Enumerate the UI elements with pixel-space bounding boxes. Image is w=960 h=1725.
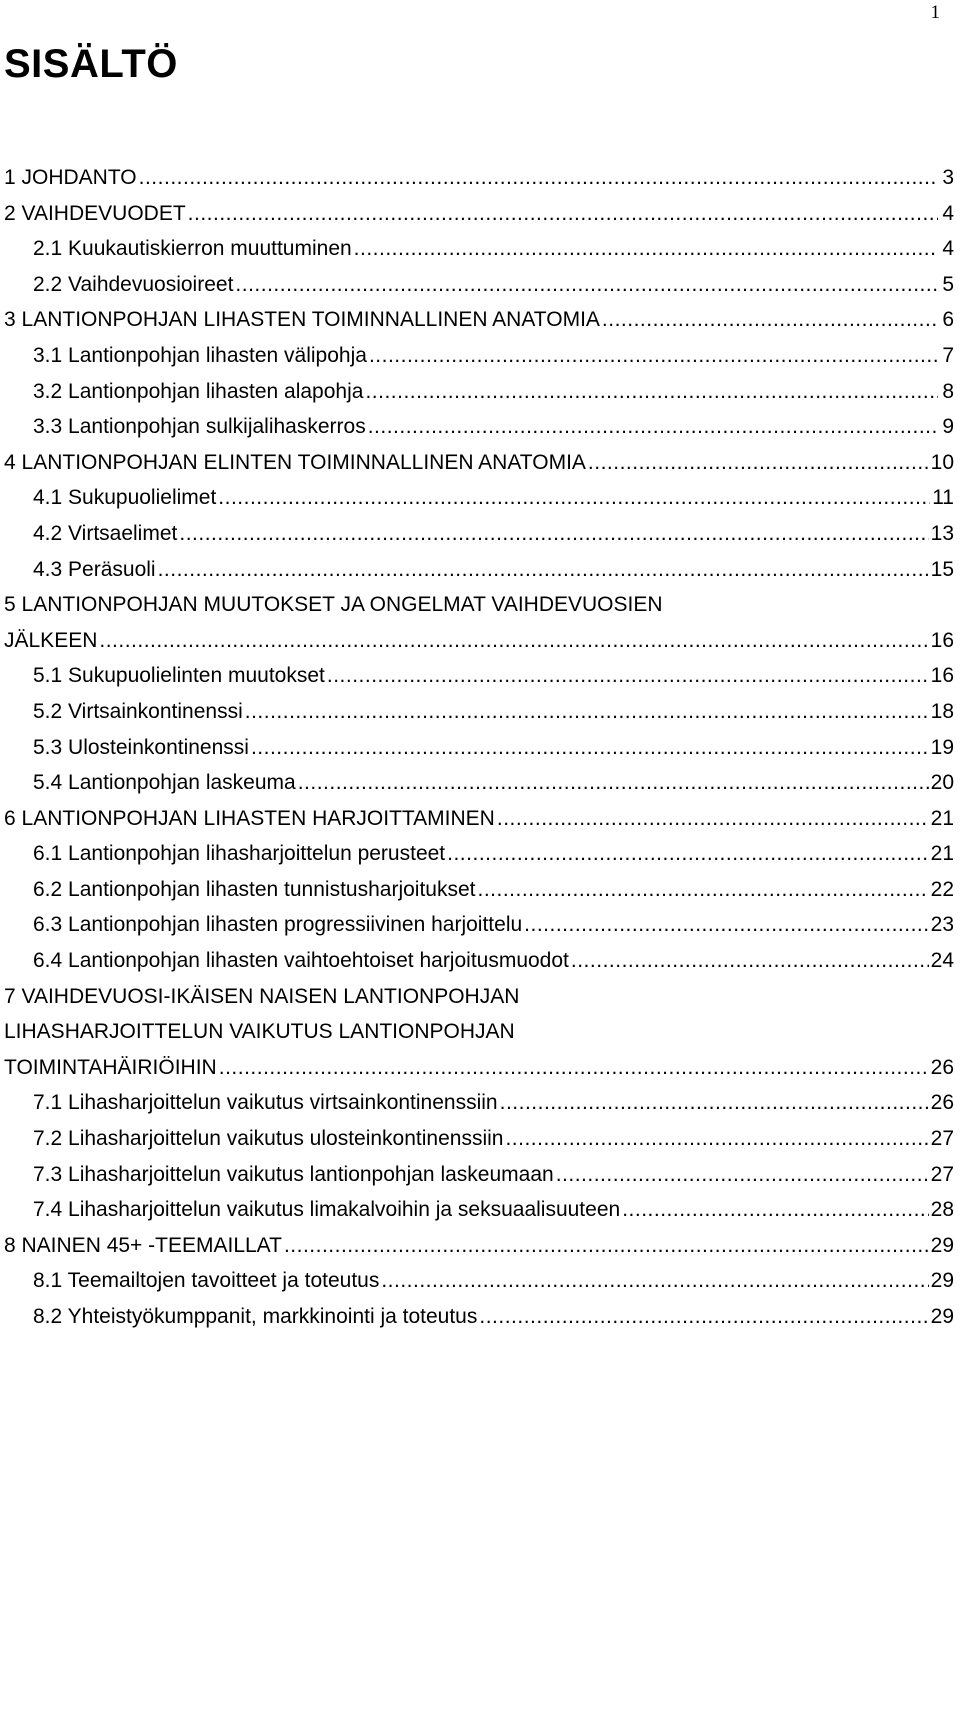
toc-entry[interactable]	[4, 374, 954, 410]
toc-entry[interactable]	[4, 160, 954, 196]
toc-entry[interactable]	[4, 1157, 954, 1193]
toc-dot-leader	[235, 267, 938, 303]
toc-entry-page: 29	[930, 1269, 954, 1293]
toc-entry-page: 29	[930, 1233, 954, 1257]
toc-dot-leader	[500, 1085, 929, 1121]
toc-entry-title: 5.3 Ulosteinkontinenssi	[33, 735, 249, 759]
toc-entry-title: 5 LANTIONPOHJAN MUUTOKSET JA ONGELMAT VAIHDEVUOSIEN	[4, 593, 663, 617]
toc-entry-page: 20	[930, 771, 954, 795]
toc-entry[interactable]	[4, 658, 954, 694]
toc-entry-title: 6.2 Lantionpohjan lihasten tunnistusharjoitukset	[33, 877, 476, 901]
toc-entry-title: 5.4 Lantionpohjan laskeuma	[33, 771, 296, 795]
toc-entry-title: 2.2 Vaihdevuosioireet	[33, 272, 234, 296]
toc-title: SISÄLTÖ	[4, 42, 178, 86]
toc-entry[interactable]	[4, 552, 954, 588]
toc-entry[interactable]	[4, 302, 954, 338]
toc-entry[interactable]	[4, 587, 954, 623]
toc-dot-leader	[588, 445, 929, 481]
toc-entry-page: 28	[930, 1198, 954, 1222]
toc-dot-leader	[218, 480, 930, 516]
toc-dot-leader	[139, 160, 938, 196]
toc-entry-title: 5.1 Sukupuolielinten muutokset	[33, 664, 325, 688]
toc-dot-leader	[188, 196, 938, 232]
toc-entry-title: JÄLKEEN	[4, 628, 98, 652]
toc-entry[interactable]	[4, 1192, 954, 1228]
toc-dot-leader	[284, 1228, 929, 1264]
toc-entry-title: 7 VAIHDEVUOSI-IKÄISEN NAISEN LANTIONPOHJAN	[4, 984, 520, 1008]
toc-entry-page: 27	[930, 1162, 954, 1186]
toc-dot-leader	[497, 801, 929, 837]
toc-entry[interactable]	[4, 1228, 954, 1264]
toc-entry[interactable]	[4, 1263, 954, 1299]
toc-entry[interactable]	[4, 730, 954, 766]
toc-entry-title: 4.2 Virtsaelimet	[33, 521, 178, 545]
toc-entry-title: 5.2 Virtsainkontinenssi	[33, 699, 243, 723]
toc-dot-leader	[477, 872, 928, 908]
toc-dot-leader	[447, 836, 929, 872]
toc-entry[interactable]	[4, 231, 954, 267]
toc-entry-page: 26	[930, 1091, 954, 1115]
toc-entry-page: 11	[932, 486, 954, 510]
toc-dot-leader	[219, 1050, 929, 1086]
toc-entry[interactable]	[4, 979, 954, 1015]
toc-dot-leader	[571, 943, 929, 979]
toc-entry-title: 1 JOHDANTO	[4, 166, 137, 189]
toc-dot-leader	[479, 1299, 928, 1335]
toc-entry-page: 22	[930, 877, 954, 901]
toc-entry-page: 7	[942, 343, 954, 367]
toc-entry-title: 7.1 Lihasharjoittelun vaikutus virtsainkontinenssiin	[33, 1091, 498, 1115]
toc-entry-page: 13	[930, 521, 954, 545]
toc-entry-title: 4.3 Peräsuoli	[33, 557, 156, 581]
toc-entry-page: 16	[930, 628, 954, 652]
toc-entry[interactable]	[4, 1014, 954, 1050]
toc-entry-page: 19	[930, 735, 954, 759]
toc-dot-leader	[602, 302, 938, 338]
toc-dot-leader	[622, 1192, 928, 1228]
toc-entry[interactable]	[4, 445, 954, 481]
toc-entry-title: 2.1 Kuukautiskierron muuttuminen	[33, 237, 352, 261]
toc-entry-page: 29	[930, 1305, 954, 1328]
toc-entry-title: 8.2 Yhteistyökumppanit, markkinointi ja toteutus	[33, 1305, 478, 1328]
toc-entry-title: LIHASHARJOITTELUN VAIKUTUS LANTIONPOHJAN	[4, 1020, 515, 1044]
toc-entry[interactable]	[4, 516, 954, 552]
toc-entry[interactable]	[4, 765, 954, 801]
toc-dot-leader	[298, 765, 929, 801]
toc-entry[interactable]	[4, 338, 954, 374]
toc-entry[interactable]	[4, 836, 954, 872]
toc-entry-title: 8.1 Teemailtojen tavoitteet ja toteutus	[33, 1269, 380, 1293]
toc-entry-page: 27	[930, 1127, 954, 1151]
toc-entry[interactable]	[4, 943, 954, 979]
toc-entry[interactable]	[4, 409, 954, 445]
toc-entry-title: 6.1 Lantionpohjan lihasharjoittelun perusteet	[33, 842, 446, 866]
toc-dot-leader	[327, 658, 929, 694]
toc-entry-title: 6.3 Lantionpohjan lihasten progressiivinen harjoittelu	[33, 913, 523, 937]
toc-entry-title: 6 LANTIONPOHJAN LIHASTEN HARJOITTAMINEN	[4, 806, 495, 830]
toc-dot-leader	[365, 374, 938, 410]
toc-entry[interactable]	[4, 480, 954, 516]
page-number: 1	[930, 2, 940, 23]
toc-entry[interactable]	[4, 1050, 954, 1086]
toc-entry-title: 3 LANTIONPOHJAN LIHASTEN TOIMINNALLINEN ANATOMIA	[4, 308, 600, 332]
toc-entry-title: 8 NAINEN 45+ -TEEMAILLAT	[4, 1233, 282, 1257]
toc-dot-leader	[158, 552, 929, 588]
toc-entry-title: TOIMINTAHÄIRIÖIHIN	[4, 1055, 217, 1079]
toc-entry[interactable]	[4, 196, 954, 232]
toc-entry[interactable]	[4, 907, 954, 943]
toc-dot-leader	[369, 338, 938, 374]
toc-entry-page: 26	[930, 1055, 954, 1079]
toc-entry[interactable]	[4, 1299, 954, 1335]
toc-entry-page: 23	[930, 913, 954, 937]
toc-entry-title: 7.3 Lihasharjoittelun vaikutus lantionpohjan laskeumaan	[33, 1162, 554, 1186]
toc-entry[interactable]	[4, 872, 954, 908]
toc-dot-leader	[381, 1263, 928, 1299]
toc-dot-leader	[251, 730, 929, 766]
toc-entry-title: 6.4 Lantionpohjan lihasten vaihtoehtoiset harjoitusmuodot	[33, 949, 569, 973]
toc-entry-title: 3.3 Lantionpohjan sulkijalihaskerros	[33, 415, 366, 439]
toc-entry-page: 10	[930, 450, 954, 474]
toc-entry-page: 16	[930, 664, 954, 688]
toc-entry-page: 3	[942, 166, 954, 189]
toc-entry-page: 15	[930, 557, 954, 581]
toc-entry[interactable]	[4, 1085, 954, 1121]
toc-dot-leader	[505, 1121, 928, 1157]
toc-entry-page: 24	[930, 949, 954, 973]
toc-dot-leader	[99, 623, 928, 659]
toc-entry-page: 4	[942, 201, 954, 225]
toc-dot-leader	[524, 907, 928, 943]
toc-dot-leader	[179, 516, 928, 552]
toc-entry-title: 4 LANTIONPOHJAN ELINTEN TOIMINNALLINEN ANATOMIA	[4, 450, 586, 474]
toc-entry-title: 3.2 Lantionpohjan lihasten alapohja	[33, 379, 364, 403]
toc-dot-leader	[368, 409, 938, 445]
toc-entry-title: 7.2 Lihasharjoittelun vaikutus ulosteinkontinenssiin	[33, 1127, 504, 1151]
toc-entry[interactable]	[4, 1121, 954, 1157]
toc-dot-leader	[245, 694, 929, 730]
toc-entry[interactable]	[4, 694, 954, 730]
toc-entry-page: 21	[930, 806, 954, 830]
toc-entry-title: 3.1 Lantionpohjan lihasten välipohja	[33, 343, 367, 367]
toc-entry-page: 21	[930, 842, 954, 866]
toc-entry-title: 4.1 Sukupuolielimet	[33, 486, 217, 510]
toc-entry-page: 8	[942, 379, 954, 403]
toc-dot-leader	[354, 231, 938, 267]
toc-entry-title: 7.4 Lihasharjoittelun vaikutus limakalvoihin ja seksuaalisuuteen	[33, 1198, 621, 1222]
toc-entry[interactable]	[4, 801, 954, 837]
toc-entry[interactable]	[4, 623, 954, 659]
toc-entry-page: 9	[942, 415, 954, 439]
table-of-contents	[4, 160, 954, 1335]
toc-entry-page: 5	[942, 272, 954, 296]
toc-entry[interactable]	[4, 267, 954, 303]
toc-entry-page: 18	[930, 699, 954, 723]
toc-entry-page: 6	[942, 308, 954, 332]
toc-entry-page: 4	[942, 237, 954, 261]
toc-dot-leader	[556, 1157, 929, 1193]
toc-entry-title: 2 VAIHDEVUODET	[4, 201, 186, 225]
